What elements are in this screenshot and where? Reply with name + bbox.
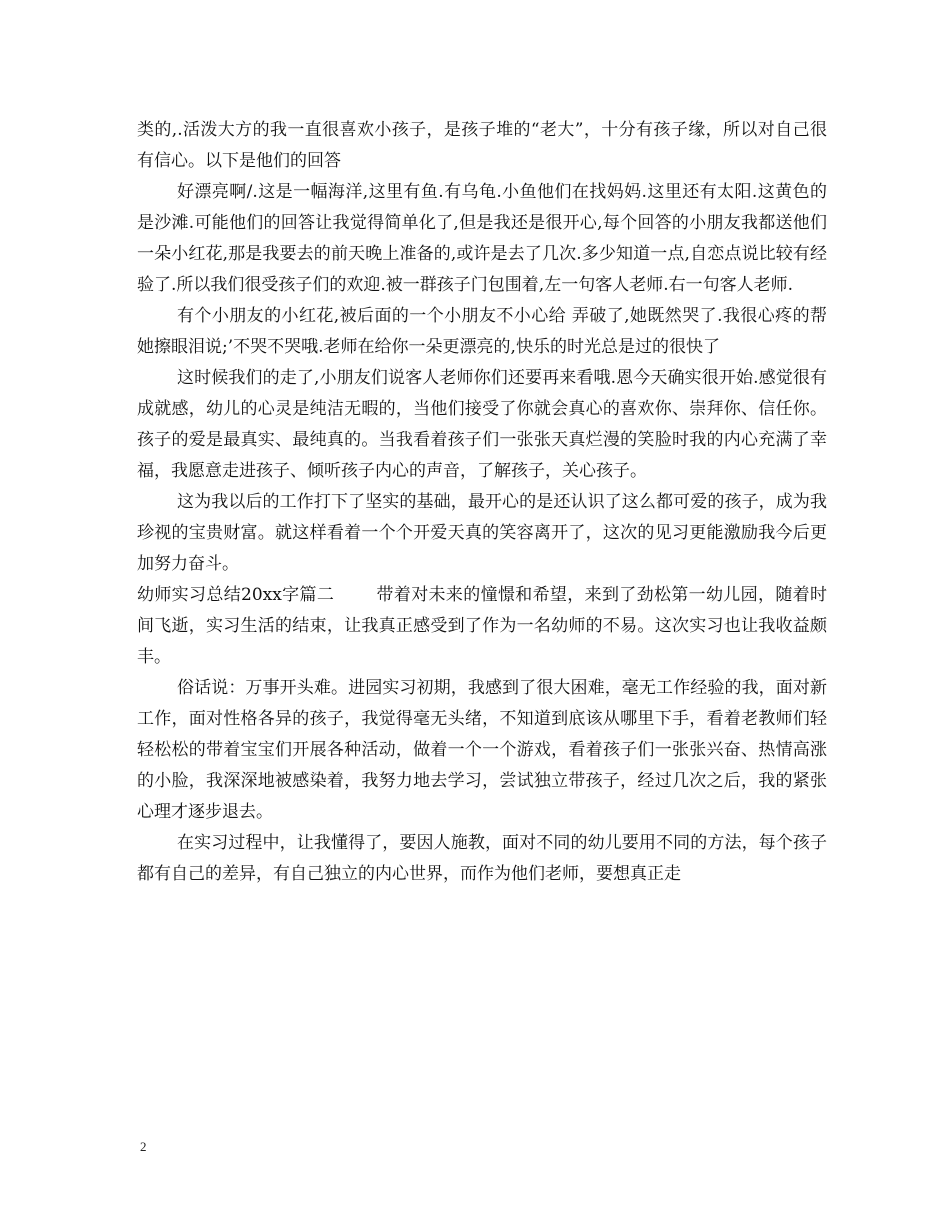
paragraph: 有个小朋友的小红花,被后面的一个小朋友不小心给 弄破了,她既然哭了.我很心疼的帮她擦眼泪说;’不哭不哭哦.老师在给你一朵更漂亮的,快乐的时光总是过的很快了	[137, 306, 827, 357]
paragraph: 类的,.活泼大方的我一直很喜欢小孩子，是孩子堆的“老大”，十分有孩子缘，所以对自己很有信心。以下是他们的回答	[137, 120, 827, 171]
section-paragraph	[137, 580, 827, 673]
paragraph: 好漂亮啊/.这是一幅海洋,这里有鱼.有乌龟.小鱼他们在找妈妈.这里还有太阳.这黄色的是沙滩.可能他们的回答让我觉得简单化了,但是我还是很开心,每个回答的小朋友我都送他们一朵小红花,那是我要去的前天晚上准备的,或许是去了几次.多少知道一点,自恋点说比较有经验了.所以我们很受孩子们的欢迎.被一群孩子门包围着,左一句客人老师.右一句客人老师.	[137, 182, 827, 295]
paragraph: 在实习过程中，让我懂得了，要因人施教，面对不同的幼儿要用不同的方法，每个孩子都有自己的差异，有自己独立的内心世界，而作为他们老师，要想真正走	[137, 833, 827, 884]
page-number: 2	[140, 1139, 147, 1154]
body-text	[137, 115, 827, 890]
paragraph: 俗话说：万事开头难。进园实习初期，我感到了很大困难，毫无工作经验的我，面对新工作，面对性格各异的孩子，我觉得毫无头绪，不知道到底该从哪里下手，看着老教师们轻轻松松的带着宝宝们开展各种活动，做着一个一个游戏，看着孩子们一张张兴奋、热情高涨的小脸，我深深地被感染着，我努力地去学习，尝试独立带孩子，经过几次之后，我的紧张心理才逐步退去。	[137, 678, 827, 822]
section-text: 带着对未来的憧憬和希望，来到了劲松第一幼儿园，随着时间飞逝，实习生活的结束，让我真正感受到了作为一名幼师的不易。这次实习也让我收益颇丰。	[137, 585, 828, 667]
paragraph: 这时候我们的走了,小朋友们说客人老师你们还要再来看哦.恩今天确实很开始.感觉很有成就感，幼儿的心灵是纯洁无暇的，当他们接受了你就会真心的喜欢你、崇拜你、信任你。孩子的爱是最真实、最纯真的。当我看着孩子们一张张天真烂漫的笑脸时我的内心充满了幸福，我愿意走进孩子、倾听孩子内心的声音，了解孩子，关心孩子。	[137, 368, 827, 481]
paragraph: 这为我以后的工作打下了坚实的基础，最开心的是还认识了这么都可爱的孩子，成为我珍视的宝贵财富。就这样看着一个个开爱天真的笑容离开了，这次的见习更能激励我今后更加努力奋斗。	[137, 492, 827, 574]
section-heading: 幼师实习总结20xx字篇二	[137, 585, 335, 605]
